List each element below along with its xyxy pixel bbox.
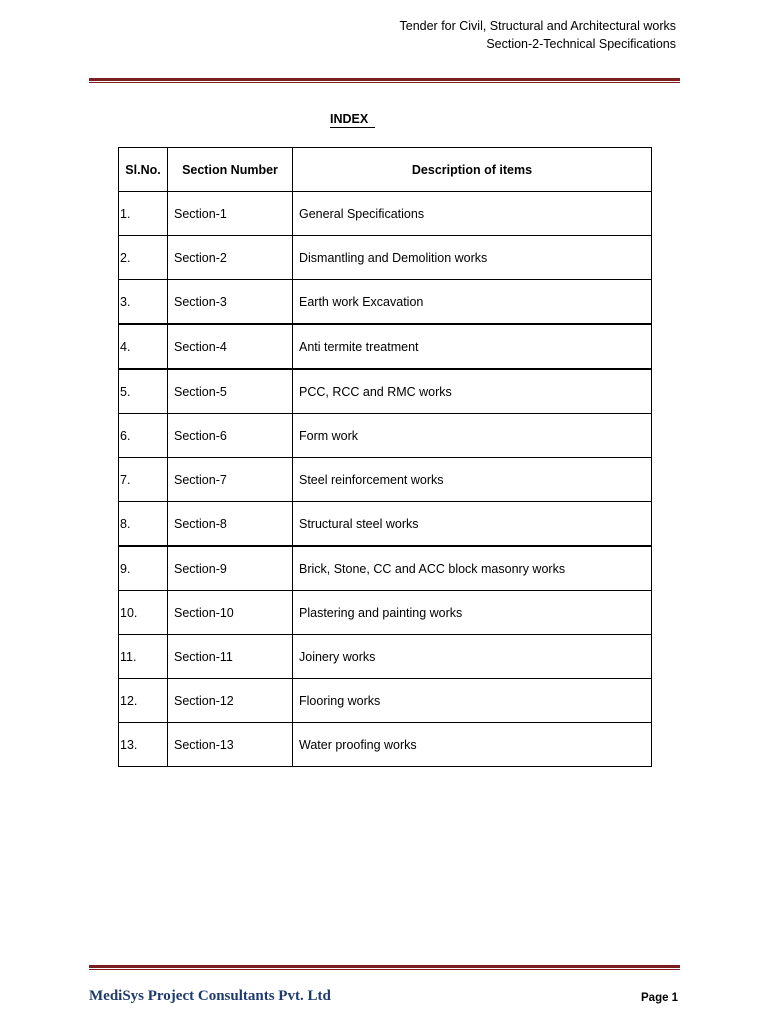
row-sl-no: 2. [119,236,168,280]
row-description: Steel reinforcement works [293,458,652,502]
row-description: Dismantling and Demolition works [293,236,652,280]
index-title-underline [330,127,375,128]
row-description: Water proofing works [293,723,652,767]
row-section: Section-2 [168,236,293,280]
header-rule [89,78,680,83]
table-row [119,679,652,723]
row-section: Section-5 [168,369,293,414]
row-sl-no: 12. [119,679,168,723]
table-row [119,192,652,236]
row-sl-no: 7. [119,458,168,502]
table-row [119,635,652,679]
row-sl-no: 6. [119,414,168,458]
row-description: Earth work Excavation [293,280,652,325]
row-sl-no: 11. [119,635,168,679]
table-row [119,369,652,414]
index-title: INDEX [330,112,369,126]
row-section: Section-4 [168,324,293,369]
row-sl-no: 5. [119,369,168,414]
row-section: Section-11 [168,635,293,679]
row-section: Section-7 [168,458,293,502]
row-description: Form work [293,414,652,458]
row-section: Section-12 [168,679,293,723]
row-description: Joinery works [293,635,652,679]
table-row [119,414,652,458]
table-row [119,502,652,547]
row-sl-no: 9. [119,546,168,591]
footer-company-name: MediSys Project Consultants Pvt. Ltd [89,988,331,1004]
row-sl-no: 10. [119,591,168,635]
row-section: Section-10 [168,591,293,635]
row-section: Section-6 [168,414,293,458]
row-section: Section-9 [168,546,293,591]
row-description: Flooring works [293,679,652,723]
table-row [119,280,652,325]
table-row [119,546,652,591]
column-header-section-number: Section Number [168,148,293,192]
row-description: General Specifications [293,192,652,236]
row-section: Section-8 [168,502,293,547]
index-table [118,147,652,767]
row-description: Structural steel works [293,502,652,547]
footer-page-number: Page 1 [641,992,679,1004]
row-section: Section-13 [168,723,293,767]
row-sl-no: 8. [119,502,168,547]
table-header-row [119,148,652,192]
table-row [119,236,652,280]
row-sl-no: 13. [119,723,168,767]
row-sl-no: 3. [119,280,168,325]
row-sl-no: 4. [119,324,168,369]
header-line-1: Tender for Civil, Structural and Architectural works [399,19,676,33]
row-description: PCC, RCC and RMC works [293,369,652,414]
row-description: Plastering and painting works [293,591,652,635]
footer-rule [89,965,680,970]
row-sl-no: 1. [119,192,168,236]
row-section: Section-3 [168,280,293,325]
table-row [119,723,652,767]
table-row [119,324,652,369]
column-header-description: Description of items [293,148,652,192]
table-row [119,458,652,502]
table-row [119,591,652,635]
column-header-sl-no: Sl.No. [119,148,168,192]
header-line-2: Section-2-Technical Specifications [486,37,676,51]
row-section: Section-1 [168,192,293,236]
row-description: Anti termite treatment [293,324,652,369]
row-description: Brick, Stone, CC and ACC block masonry works [293,546,652,591]
